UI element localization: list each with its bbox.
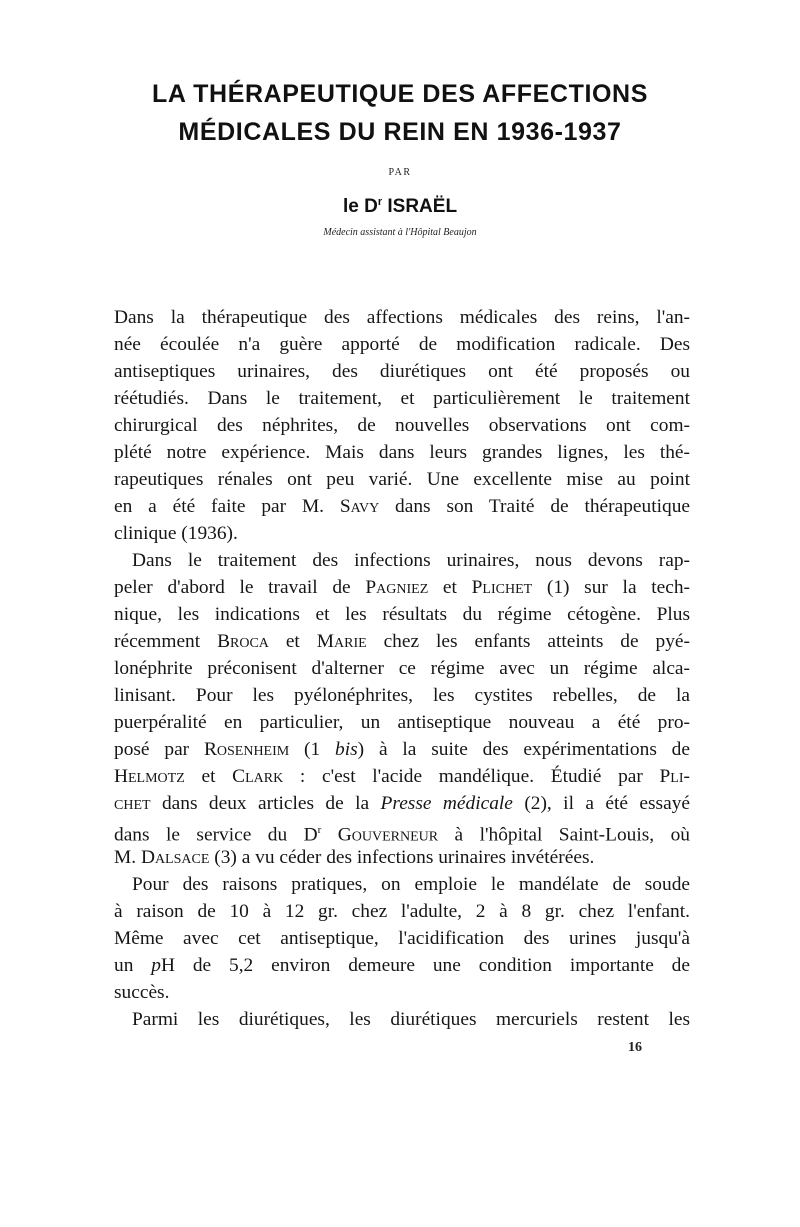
title-line-2: MÉDICALES DU REIN EN 1936-1937 [178, 118, 622, 146]
body-line: un pH de 5,2 environ demeure une condition importante de [114, 955, 690, 976]
journal-title: Presse médicale [380, 793, 513, 814]
body-line: posé par Rosenheim (1 bis) à la suite des expérimentations de [114, 739, 690, 760]
body-line: puerpéralité en particulier, un antiseptique nouveau a été pro- [114, 712, 690, 733]
body-line: en a été faite par M. Savy dans son Traité de thérapeutique [114, 496, 690, 517]
body-line: Même avec cet antiseptique, l'acidification des urines jusqu'à [114, 928, 690, 949]
body-line: antiseptiques urinaires, des diurétiques ont été proposés ou [114, 361, 690, 382]
body-line: Parmi les diurétiques, les diurétiques mercuriels restent les [132, 1009, 690, 1030]
body-line: succès. [114, 982, 170, 1003]
body-line: Helmotz et Clark : c'est l'acide mandélique. Étudié par Pli- [114, 766, 690, 787]
author-affiliation: Médecin assistant à l'Hôpital Beaujon [323, 227, 477, 238]
body-line: Dans la thérapeutique des affections médicales des reins, l'an- [114, 307, 690, 328]
page-number: 16 [628, 1040, 642, 1055]
body-line: réétudiés. Dans le traitement, et particulièrement le traitement [114, 388, 690, 409]
author-ref-marie: Marie [316, 631, 367, 652]
author-ref-broca: Broca [217, 631, 269, 652]
body-line: nique, les indications et les résultats du régime cétogène. Plus [114, 604, 690, 625]
body-line: née écoulée n'a guère apporté de modification radicale. Des [114, 334, 690, 355]
author-ref-dalsace: Dalsace [140, 847, 210, 868]
body-line: rapeutiques rénales ont peu varié. Une excellente mise au point [114, 469, 690, 490]
body-line: à raison de 10 à 12 gr. chez l'adulte, 2 à 8 gr. chez l'enfant. [114, 901, 690, 922]
body-line: plété notre expérience. Mais dans leurs grandes lignes, les thé- [114, 442, 690, 463]
author-title: le D [342, 196, 378, 217]
title-line-1: LA THÉRAPEUTIQUE DES AFFECTIONS [152, 80, 648, 108]
body-line: lonéphrite préconisent d'alterner ce régime avec un régime alca- [114, 658, 690, 679]
body-line: Pour des raisons pratiques, on emploie le mandélate de soude [132, 874, 690, 895]
body-line: linisant. Pour les pyélonéphrites, les cystites rebelles, de la [114, 685, 690, 706]
author-ref-plichet-2: Pli- [659, 766, 690, 787]
author-ref-rosenheim: Rosenheim [203, 739, 290, 760]
body-line: peler d'abord le travail de Pagniez et Plichet (1) sur la tech- [114, 577, 690, 598]
author-title-sup: r [377, 196, 383, 208]
body-line: chet dans deux articles de la Presse médicale (2), il a été essayé [114, 793, 690, 814]
author-ref-gouverneur: Gouverneur [337, 824, 439, 846]
body-line: chirurgical des néphrites, de nouvelles observations ont com- [114, 415, 690, 436]
author-surname: ISRAËL [382, 196, 458, 217]
author-ref-clark: Clark [232, 766, 284, 787]
body-line: récemment Broca et Marie chez les enfants atteints de pyé- [114, 631, 690, 652]
author-ref-plichet: Plichet [471, 577, 533, 598]
body-line: clinique (1936). [114, 523, 238, 544]
body-line: M. Dalsace (3) a vu céder des infections urinaires invétérées. [114, 847, 595, 868]
author-ref-savy: Savy [339, 496, 380, 517]
body-line: Dans le traitement des infections urinaires, nous devons rap- [132, 550, 690, 571]
author-ref-pagniez: Pagniez [365, 577, 429, 598]
body-line: dans le service du $D^r$ Gouverneur à l'hôpital Saint-Louis, où [114, 824, 690, 846]
byline-par: PAR [388, 167, 412, 178]
author-ref-helmotz: Helmotz [114, 766, 185, 787]
author-name [0, 196, 800, 218]
